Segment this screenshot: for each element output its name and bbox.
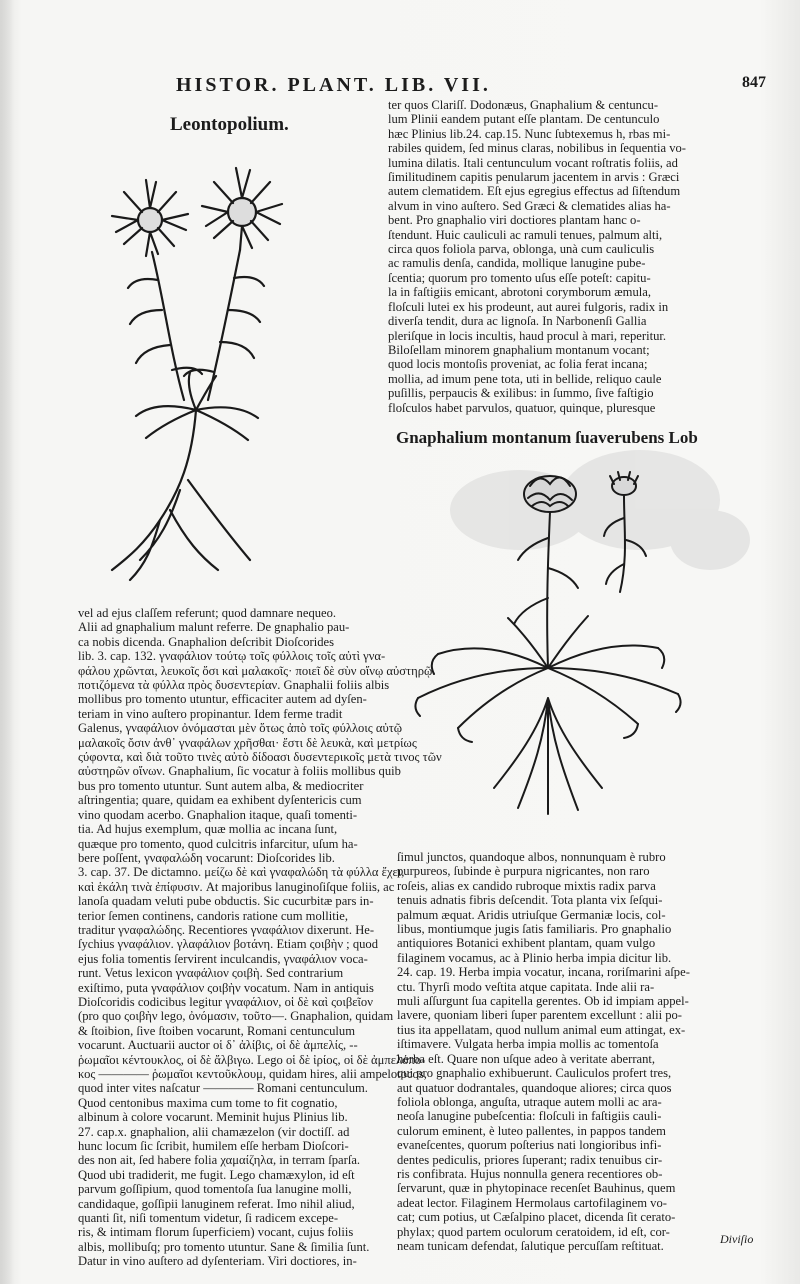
text-line: ſervarunt, quæ in phytopinace recenſet Bauhinus, quem bbox=[397, 1181, 676, 1196]
text-line: muli aſſurgunt ſua capitella gerentes. Ob id impiam appel- bbox=[397, 994, 689, 1009]
text-line: Galenus, γναφάλιον ὀνόμασται μὲν ὅτως ἀπὸ τοῖς φύλλοις αὐτῷ bbox=[78, 721, 403, 736]
text-line: foliola oblonga, anguſta, utraque autem molli ac ara- bbox=[397, 1094, 662, 1109]
text-line: Datur in vino auſtero ad dyſenteriam. Viri doctiores, in- bbox=[78, 1254, 357, 1269]
text-line: ctu. Thyrſi modo veſtita atque capitata. Inde alii ra- bbox=[397, 979, 655, 994]
text-line: ποτιζόμενα τὰ φύλλα πρὸς δυσεντερίαν. Gnaphalii foliis albis bbox=[78, 678, 390, 693]
text-line: herba eſt. Quare non uſque adeo à veritate aberrant, bbox=[397, 1051, 656, 1066]
text-line: aſtringentia; quare, quidam ea exhibent dyſentericis cum bbox=[78, 793, 362, 808]
gnaphalium-woodcut-icon bbox=[398, 468, 692, 820]
text-line: Quod centonibus maxima cum tome to fit cognatio, bbox=[78, 1095, 338, 1110]
text-line: Quod ubi tradiderit, me fugit. Lego chamæxylon, id eſt bbox=[78, 1167, 355, 1182]
text-line: cat; cum potius, ut Cæſalpino placet, dicenda ſit cerato- bbox=[397, 1210, 676, 1225]
text-line: & ſtoibion, ſive ſtoiben vocarunt, Romani centunculum bbox=[78, 1023, 356, 1038]
gutter-shadow bbox=[0, 0, 14, 1284]
text-line: teriam in vino auſtero propinantur. Idem ferme tradit bbox=[78, 706, 343, 721]
text-line: hæc Plinius lib.24. cap.15. Nunc ſubtexemus h, rbas mi- bbox=[388, 126, 671, 141]
text-line: tius ita appellatam, quod nullum animal eum attingat, ex- bbox=[397, 1022, 686, 1037]
text-line: tenuis adnatis fibris deſcendit. Tota planta vix ſeſqui- bbox=[397, 893, 663, 908]
text-line: quæque pro tomento, quod culcitris infarcitur, uſum ha- bbox=[78, 836, 358, 851]
text-line: circa quos foliola parva, oblonga, unà cum cauliculis bbox=[388, 242, 655, 257]
page-number: 847 bbox=[742, 74, 766, 91]
leontopodium-woodcut-icon bbox=[100, 160, 280, 590]
text-line: 24. cap. 19. Herba impia vocatur, incana, roriſmarini aſpe- bbox=[397, 965, 690, 980]
text-line: Biloſellam minorem gnaphalium montanum vocant; bbox=[388, 342, 650, 357]
text-line: ſychius γναφάλιον. γλαφάλιον βοτάνη. Etiam ςοιβὴν ; quod bbox=[78, 937, 379, 952]
text-line: autem clematidem. Eſt ejus egregius effectus ad ſiſtendum bbox=[388, 184, 681, 199]
text-line: quanti ſit, niſi tomentum videtur, ſi radicem excepe- bbox=[78, 1211, 339, 1226]
text-line: phylax; quod partem oculorum ceratoidem, id eſt, cor- bbox=[397, 1224, 670, 1239]
text-line: mollibus pro tomento utuntur, efficaciter autem ad dyſen- bbox=[78, 692, 367, 707]
text-line: exiſtimo, puta γναφάλιον ςοιβὴν vocatum. Nam in antiquis bbox=[78, 980, 374, 995]
text-line: qui pro gnaphalio exhibuerunt. Cauliculos profert tres, bbox=[397, 1066, 672, 1081]
text-line: quod locis montoſis proveniat, ac folia ferat incana; bbox=[388, 357, 648, 372]
text-line: ca nobis dicenda. Gnaphalion deſcribit Dioſcorides bbox=[78, 634, 334, 649]
text-line: tia. Ad hujus exemplum, quæ mollia ac incana ſunt, bbox=[78, 822, 338, 837]
text-line: libus, montiumque jugis ſatis familiaris. Pro gnaphalio bbox=[397, 922, 672, 937]
catchword: Diviſio bbox=[720, 1232, 754, 1246]
text-line: culorum eminent, è luteo pallentes, in pappos tandem bbox=[397, 1123, 666, 1138]
plate-title-leontopolium: Leontopolium. bbox=[170, 114, 289, 135]
text-line: lib. 3. cap. 132. γναφάλιον τούτῳ τοῖς φύλλοις τοῖς αὐτὶ γνα- bbox=[78, 649, 386, 664]
text-line: roſeis, alias ex candido rubroque mixtis radix parva bbox=[397, 878, 656, 893]
text-line: ςύφοντα, καὶ διὰ τοῦτο τινὲς αὐτὸ δίδοασι δυσεντερικοῖς μετὰ τινος τῶν bbox=[78, 750, 442, 765]
text-line: 3. cap. 37. De dictamno. μείζω δὲ καὶ γναφαλώδη τὰ φύλλα ἔχει, bbox=[78, 865, 405, 880]
text-line: φάλου χρῶνται, λευκοῖς ὄσι καὶ μαλακοῖς· ποιεῖ δὲ σὺν οἴνῳ αὐστηρῷ bbox=[78, 663, 433, 678]
text-line: vel ad ejus claſſem referunt; quod damnare nequeo. bbox=[78, 606, 337, 620]
text-line: μαλακοῖς ὄσιν ἀνθ᾽ γναφάλων χρῆσθαι· ἔστι δὲ λευκὰ, καὶ μετρίως bbox=[78, 735, 417, 750]
text-line: neam tunicam defendat, ſalutique percuſſam reſtituat. bbox=[397, 1238, 664, 1253]
text-line: αὐστηρῶν οἴνων. Gnaphalium, ſic vocatur à foliis mollibus quib bbox=[78, 764, 401, 779]
text-line: lumina dilatis. Itali centunculum vocant roſtratis foliis, ad bbox=[388, 155, 678, 170]
text-line: purpureos, ſubinde è purpura nigricantes, non raro bbox=[397, 864, 650, 879]
running-title: HISTOR. PLANT. LIB. VII. bbox=[176, 74, 491, 96]
text-line: palmum æquat. Aridis utriuſque Germaniæ locis, col- bbox=[397, 907, 666, 922]
text-line: mollia, ad imum pene tota, uti in bellide, reliquo caule bbox=[388, 371, 662, 386]
text-column-right-top bbox=[388, 98, 780, 415]
text-line: ῥωμαῖοι κέντουκλος, οἱ δὲ ἄλβιγω. Lego οἱ δὲ ἰρίος, οἱ δὲ ἀμπελόπο- bbox=[78, 1052, 426, 1067]
text-line: floſculos habet parvulos, quatuor, quinque, pluresque bbox=[388, 400, 656, 415]
text-line: ris confibrata. Hujus nonnulla genera recentiores ob- bbox=[397, 1166, 663, 1181]
text-line: ter quos Clariſſ. Dodonæus, Gnaphalium & centuncu- bbox=[388, 98, 659, 112]
text-line: terior ſemen continens, candoris ratione cum mollitie, bbox=[78, 908, 348, 923]
text-line: iſtimavere. Vulgata herba impia mollis ac tomentoſa bbox=[397, 1037, 659, 1052]
text-line: quod inter vites naſcatur ———— Romani centunculum. bbox=[78, 1081, 368, 1096]
text-line: aut quatuor dodrantales, quandoque aliores; circa quos bbox=[397, 1080, 672, 1095]
text-line: κος ———— ῥωμαῖοι κεντοῦκλουμ, quidam hires, alii ampelotocos, bbox=[78, 1067, 427, 1081]
text-line: bus pro tomento utuntur. Sunt autem alba, & mediocriter bbox=[78, 778, 364, 793]
text-line: puſillis, perpaucis & exilibus: in ſummo, ſive faſtigio bbox=[388, 386, 654, 401]
text-line: alvum in vino auſtero. Sed Græci & clematides alias ha- bbox=[388, 198, 671, 213]
text-line: ris, & intimam florum ſuperficiem) vocant, cujus foliis bbox=[78, 1225, 354, 1240]
text-column-left bbox=[78, 606, 442, 1269]
text-line: lavere, quoniam liberi ſuper parentem excellunt : alii po- bbox=[397, 1008, 683, 1023]
text-line: lanoſa quadam veluti pube obductis. Sic cucurbitæ pars in- bbox=[78, 894, 374, 909]
text-line: bent. Pro gnaphalio viri doctiores plantam hanc o- bbox=[388, 213, 641, 228]
text-line: des non ait, ſed habere folia χαμαίζηλα, in terram ſparſa. bbox=[78, 1153, 361, 1168]
text-line: dentes pediculis, priores ſuperant; radix tenuibus cir- bbox=[397, 1152, 663, 1167]
text-line: bere poſſent, γναφαλώδη vocarunt: Dioſcorides lib. bbox=[78, 850, 335, 865]
text-column-right-bottom bbox=[397, 850, 779, 1253]
plate-title-gnaphalium: Gnaphalium montanum ſuaverubens Lob bbox=[396, 428, 698, 447]
text-line: lum Plinii eandem putant eſſe plantam. De centunculo bbox=[388, 112, 660, 127]
text-line: albis, mollibuſq; pro tomento utuntur. Sane & ſimilia ſunt. bbox=[78, 1239, 370, 1254]
text-line: diverſa tendit, dura ac lignoſa. In Narbonenſi Gallia bbox=[388, 314, 647, 329]
text-line: vocarunt. Auctuarii auctor οἱ δ᾽ ἀλίβις, οἱ δὲ ἀμπελίς, -- bbox=[78, 1038, 358, 1053]
text-line: Alii ad gnaphalium malunt referre. De gnaphalio pau- bbox=[78, 620, 350, 635]
text-line: (pro quo ςοιβὴν lego, ὀνόμασιν, τοῦτο—. Gnaphalion, quidam bbox=[78, 1009, 394, 1024]
text-line: καὶ ἑκάλη τινὰ ἐπίφυσιν. At majoribus lanuginoſiſque foliis, ac bbox=[78, 879, 395, 894]
text-line: rabiles quidem, ſed minus claras, nobilibus in ſequentia vo- bbox=[388, 141, 686, 156]
text-line: adeat lector. Filaginem Hermolaus cartofilaginem vo- bbox=[397, 1195, 667, 1210]
text-line: ſimul junctos, quandoque albos, nonnunquam è rubro bbox=[397, 850, 666, 864]
text-line: candidaque, goſſipii lanuginem referat. Imo nihil aliud, bbox=[78, 1196, 355, 1211]
text-line: pleriſque in locis incultis, haud procul à mari, reperitur. bbox=[388, 328, 667, 343]
text-line: 27. cap.x. gnaphalion, alii chamæzelon (vir doctiſſ. ad bbox=[78, 1124, 350, 1139]
text-line: hunc locum ſic ſcribit, humilem eſſe herbam Dioſcori- bbox=[78, 1139, 349, 1154]
text-line: parvum goſſipium, quod tomentoſa ſua lanugine molli, bbox=[78, 1182, 352, 1197]
text-line: neoſa lanugine pubeſcentia: floſculi in faſtigiis cauli- bbox=[397, 1109, 662, 1124]
text-line: ſtendunt. Huic cauliculi ac ramuli tenues, palmum alti, bbox=[388, 227, 663, 242]
text-line: albinum à colore vocarunt. Meminit hujus Plinius lib. bbox=[78, 1110, 348, 1125]
text-line: floſculi lutei ex his prodeunt, aut aurei fulgoris, radix in bbox=[388, 299, 669, 314]
text-line: ſcentia; quorum pro tomento uſus eſſe poteſt: capitu- bbox=[388, 270, 651, 285]
text-line: ejus folia tomentis ſervirent inculcandis, γναφάλιον voca- bbox=[78, 951, 368, 966]
text-line: Dioſcoridis codicibus legitur γναφάλιον, οἱ δὲ καὶ ςοιβεῖον bbox=[78, 994, 373, 1009]
text-line: ac ramulis denſa, candida, mollique lanugine pube- bbox=[388, 256, 646, 271]
text-line: ſimilitudinem capitis penularum jacentem in arvis : Græci bbox=[388, 170, 680, 185]
text-line: filaginem vocamus, ac à Plinio herba impia dicitur lib. bbox=[397, 950, 672, 965]
text-line: la in faſtigiis emicant, abrotoni corymborum æmula, bbox=[388, 285, 652, 300]
text-line: evaneſcentes, quorum poſterius nati longioribus infi- bbox=[397, 1138, 662, 1153]
text-line: vino quodam acerbo. Gnaphalion itaque, quaſi tomenti- bbox=[78, 807, 358, 822]
text-line: runt. Vetus lexicon γναφάλιον ςοιβὴ. Sed contrarium bbox=[78, 966, 344, 981]
text-line: antiquiores Botanici exhibent plantam, quam vulgo bbox=[397, 936, 656, 951]
text-line: traditur γναφαλώδης. Recentiores γναφάλιον dixerunt. He- bbox=[78, 922, 375, 937]
